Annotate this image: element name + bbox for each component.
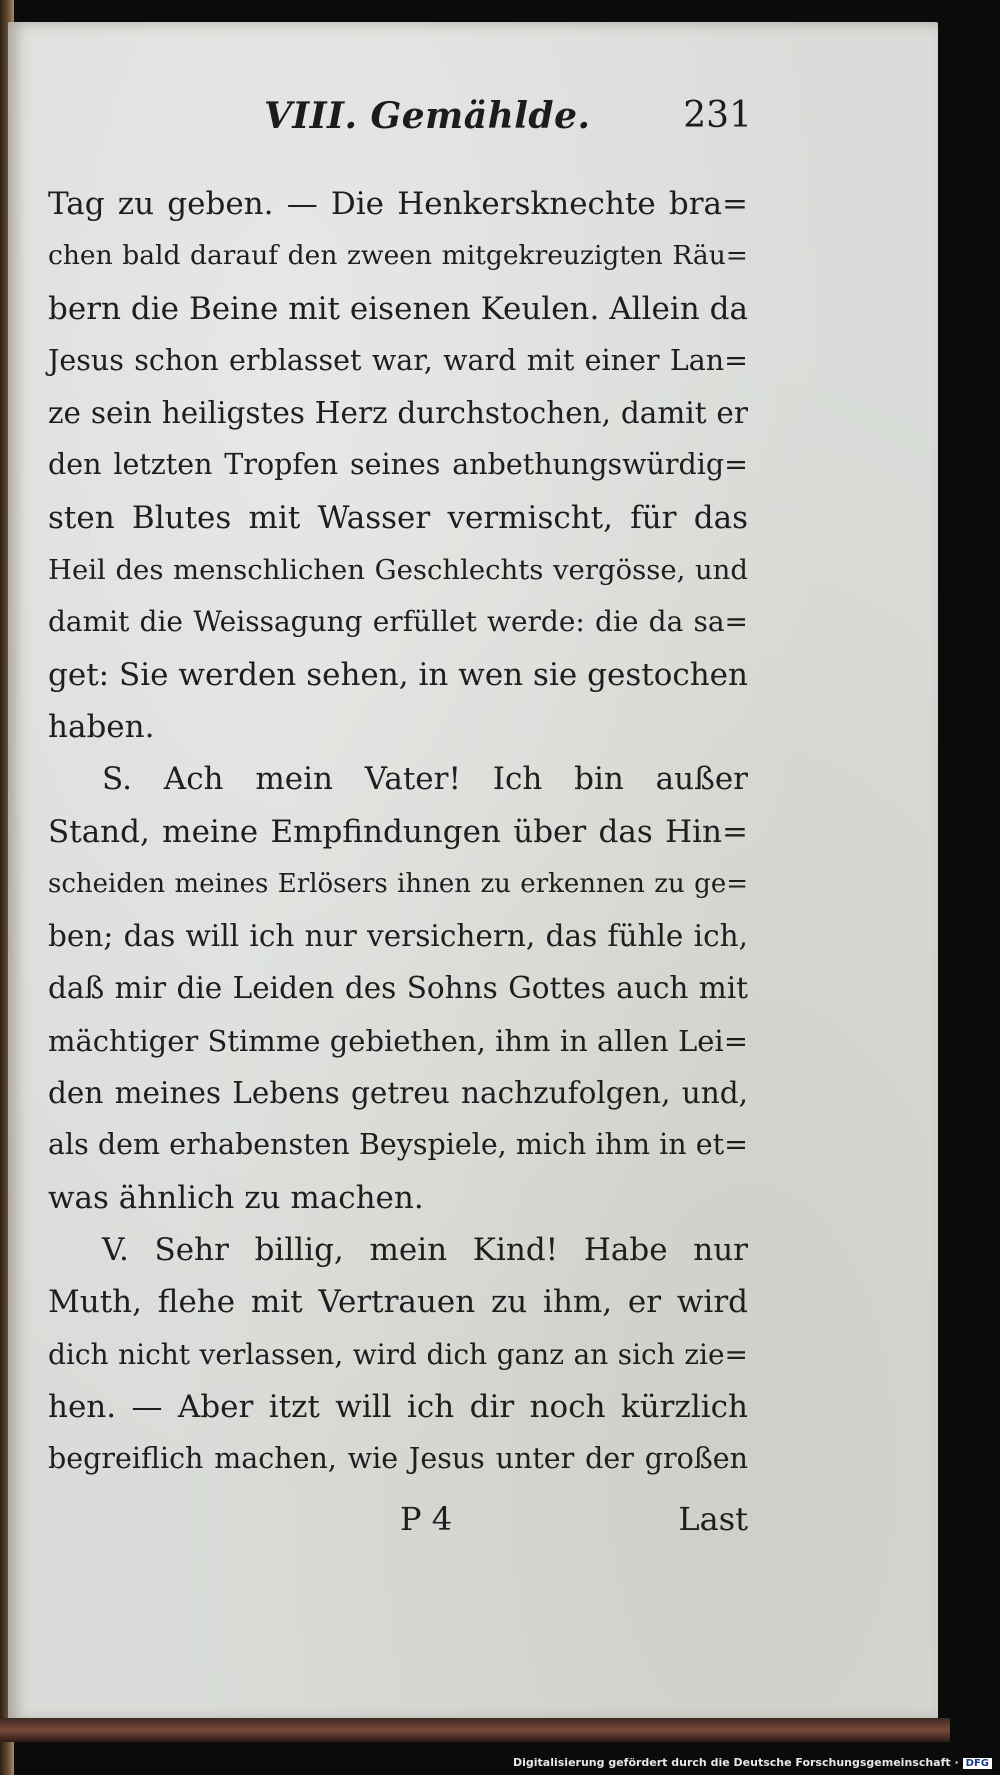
text-line: Heil des menschlichen Geschlechts vergösse, und — [48, 554, 748, 587]
running-title: VIII. Gemählde. — [264, 95, 591, 137]
text-line: V. Sehr billig, mein Kind! Habe nur — [102, 1231, 748, 1268]
text-line: mächtiger Stimme gebiethen, ihm in allen Lei= — [48, 1023, 748, 1058]
signature-mark: P 4 — [400, 1500, 453, 1538]
text-line: Jesus schon erblasset war, ward mit einer Lan= — [48, 343, 748, 377]
text-line: was ähnlich zu machen. — [48, 1179, 424, 1216]
text-line: damit die Weissagung erfüllet werde: die da sa= — [48, 605, 748, 639]
text-line: Muth, flehe mit Vertrauen zu ihm, er wird — [48, 1284, 748, 1321]
page-number: 231 — [683, 95, 752, 136]
text-line: dich nicht verlassen, wird dich ganz an sich zie= — [48, 1337, 748, 1371]
text-line: den letzten Tropfen seines anbethungswürdig= — [48, 448, 748, 482]
text-line: ben; das will ich nur versichern, das fühle ich, — [48, 919, 748, 954]
text-line: get: Sie werden sehen, in wen sie gestochen — [48, 656, 748, 693]
text-line: ze sein heiligstes Herz durchstochen, damit er — [48, 396, 748, 431]
running-head — [48, 95, 752, 155]
body-text — [48, 178, 748, 1485]
text-line: begreiflich machen, wie Jesus unter der großen — [48, 1442, 748, 1476]
catchword: Last — [678, 1500, 748, 1538]
page-footer — [48, 1500, 748, 1550]
text-line: hen. — Aber itzt will ich dir noch kürzlich — [48, 1388, 748, 1425]
text-line: scheiden meines Erlösers ihnen zu erkennen zu ge= — [48, 868, 748, 899]
dfg-logo: DFG — [963, 1758, 992, 1769]
text-line: sten Blutes mit Wasser vermischt, für das — [48, 499, 748, 536]
text-line: Stand, meine Empfindungen über das Hin= — [48, 813, 748, 850]
text-line: bern die Beine mit eisenen Keulen. Allein da — [48, 290, 748, 327]
text-line: als dem erhabensten Beyspiele, mich ihm in et= — [48, 1128, 748, 1162]
credit-text: Digitalisierung gefördert durch die Deutsche Forschungsgemeinschaft · — [512, 1756, 959, 1769]
text-line: S. Ach mein Vater! Ich bin außer — [102, 761, 748, 798]
text-line: haben. — [48, 708, 155, 745]
text-line: chen bald darauf den zween mitgekreuzigten Räu= — [48, 240, 748, 272]
digitization-credit — [513, 1756, 992, 1769]
page-bottom-edge — [0, 1718, 950, 1742]
text-line: Tag zu geben. — Die Henkersknechte bra= — [48, 186, 748, 222]
text-line: daß mir die Leiden des Sohns Gottes auch mit — [48, 971, 748, 1006]
text-line: den meines Lebens getreu nachzufolgen, und, — [48, 1076, 748, 1111]
